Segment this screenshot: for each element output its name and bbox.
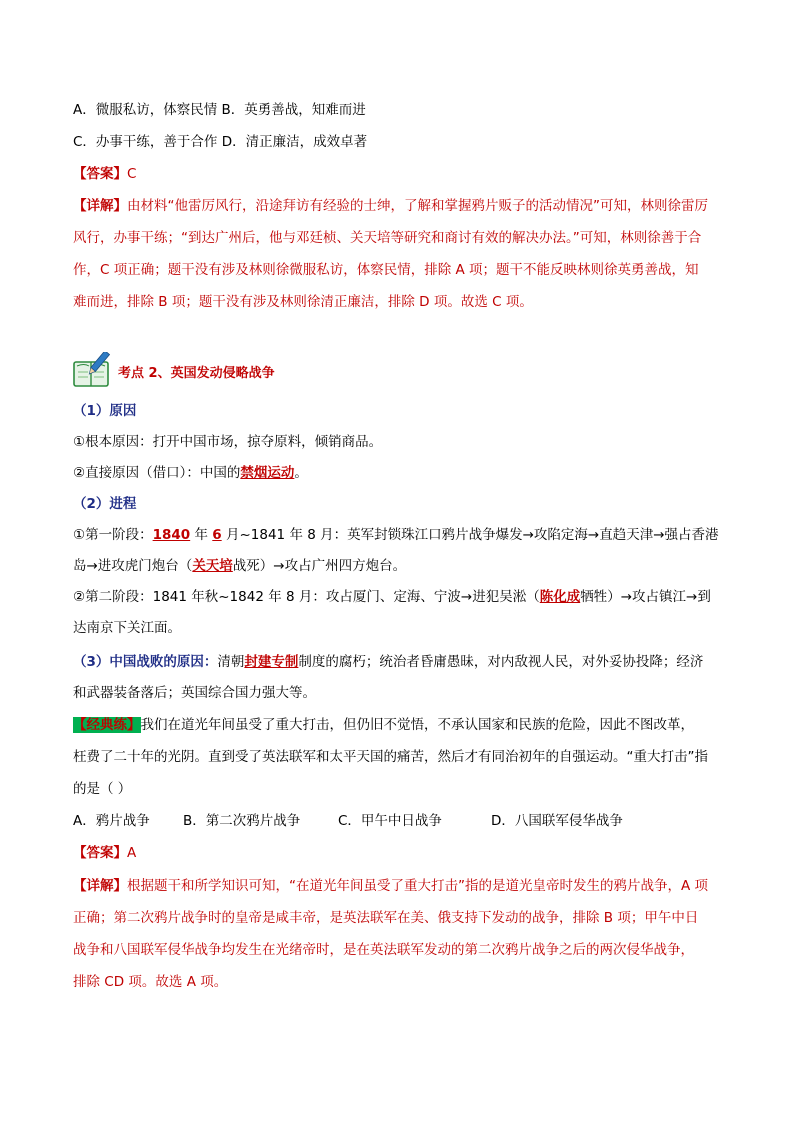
q2-option-d: D．八国联军侵华战争 — [491, 813, 623, 829]
q2-option-c: C．甲午中日战争 — [338, 813, 442, 829]
q1-detail-line-2: 风行，办事干练；“到达广州后，他与邓廷桢、关天培等研究和商讨有效的解决办法。”可知，林则徐善于合 — [73, 230, 702, 246]
defeat-key: 封建专制 — [244, 654, 299, 670]
q2-stem-1: 我们在道光年间虽受了重大打击，但仍旧不觉悟，不承认国家和民族的危险，因此不图改革， — [140, 717, 694, 733]
stage1-prefix: ①第一阶段： — [73, 527, 153, 543]
stage1-line2-prefix: 岛→进攻虎门炮台（ — [73, 558, 193, 574]
stage1-hero: 关天培 — [192, 558, 233, 574]
cause-direct — [73, 463, 308, 483]
stage1-month: 6 — [212, 527, 222, 543]
stage2-hero: 陈化成 — [539, 589, 581, 605]
stage2-prefix: ②第二阶段：1841 年秋~1842 年 8 月：攻占厦门、定海、宁波→进犯吴淞（ — [73, 589, 540, 605]
notebook-pencil-icon — [73, 352, 113, 388]
q2-option-b: B．第二次鸦片战争 — [183, 813, 301, 829]
q2-detail-label: 【详解】 — [73, 878, 127, 894]
cause-direct-suffix: 。 — [294, 465, 308, 481]
cause-root: ①根本原因：打开中国市场，掠夺原料，倾销商品。 — [73, 434, 383, 450]
answer-value: C — [127, 166, 137, 182]
answer-label: 【答案】 — [73, 166, 127, 182]
defeat-heading: （3）中国战败的原因： — [73, 654, 218, 670]
process-stage2-line-2: 达南京下关江面。 — [73, 620, 181, 636]
q1-answer — [73, 164, 136, 184]
q2-detail-line-4: 排除 CD 项。故选 A 项。 — [73, 974, 228, 990]
defeat-line-2: 和武器装备落后；英国综合国力强大等。 — [73, 685, 316, 701]
process-stage1-line-2 — [73, 556, 406, 576]
section-title: 考点 2、英国发动侵略战争 — [118, 366, 275, 381]
q2-option-a: A．鸦片战争 — [73, 813, 150, 829]
stage1-year: 1840 — [152, 527, 191, 543]
q1-detail-line-4: 难而进，排除 B 项；题干没有涉及林则徐清正廉洁，排除 D 项。故选 C 项。 — [73, 294, 533, 310]
q1-options-line-2: C．办事干练，善于合作 D．清正廉洁，成效卓著 — [73, 134, 368, 150]
q2-detail-line-1 — [73, 876, 708, 896]
process-stage2-line-1 — [73, 587, 711, 607]
q1-detail-line-3: 作，C 项正确；题干没有涉及林则徐微服私访，体察民情，排除 A 项；题干不能反映林则徐英勇善战，知 — [73, 262, 699, 278]
cause-direct-prefix: ②直接原因（借口）：中国的 — [73, 465, 241, 481]
defeat-suffix: 制度的腐朽；统治者昏庸愚昧，对内敌视人民，对外妥协投降；经济 — [298, 654, 704, 670]
detail-text: 由材料“他雷厉风行，沿途拜访有经验的士绅，了解和掌握鸦片贩子的活动情况”可知，林则徐雷厉 — [127, 198, 708, 214]
q2-line-2: 枉费了二十年的光阴。直到受了英法联军和太平天国的痛苦，然后才有同治初年的自强运动。“重大打击”指 — [73, 749, 708, 765]
detail-label: 【详解】 — [73, 198, 127, 214]
cause-direct-key: 禁烟运动 — [240, 465, 295, 481]
q2-answer — [73, 843, 136, 863]
classic-exercise-label: 【经典练】 — [73, 717, 141, 733]
defeat-line-1 — [73, 652, 703, 672]
stage2-suffix: 牺牲）→攻占镇江→到 — [580, 589, 711, 605]
q1-options-line-1: A．微服私访，体察民情 B．英勇善战，知难而进 — [73, 102, 366, 118]
q2-line-1 — [73, 715, 694, 735]
q2-detail-text: 根据题干和所学知识可知，“在道光年间虽受了重大打击”指的是道光皇帝时发生的鸦片战争，A 项 — [127, 878, 709, 894]
stage1-line2-suffix: 战死）→攻占广州四方炮台。 — [232, 558, 407, 574]
stage1-sp: 年 — [190, 527, 213, 543]
q1-detail-line-1 — [73, 196, 708, 216]
process-heading: （2）进程 — [73, 496, 137, 512]
cause-heading: （1）原因 — [73, 403, 137, 419]
stage1-rest: 月~1841 年 8 月：英军封锁珠江口鸦片战争爆发→攻陷定海→直趋天津→强占香港 — [221, 527, 719, 543]
q2-answer-label: 【答案】 — [73, 845, 127, 861]
defeat-prefix: 清朝 — [217, 654, 245, 670]
q2-answer-value: A — [127, 845, 137, 861]
q2-line-3: 的是（ ） — [73, 781, 132, 797]
process-stage1-line-1 — [73, 525, 719, 545]
q2-detail-line-3: 战争和八国联军侵华战争均发生在光绪帝时，是在英法联军发动的第二次鸦片战争之后的两次侵华战争， — [73, 942, 694, 958]
q2-detail-line-2: 正确；第二次鸦片战争时的皇帝是咸丰帝，是英法联军在美、俄支持下发动的战争，排除 B 项；甲午中日 — [73, 910, 699, 926]
